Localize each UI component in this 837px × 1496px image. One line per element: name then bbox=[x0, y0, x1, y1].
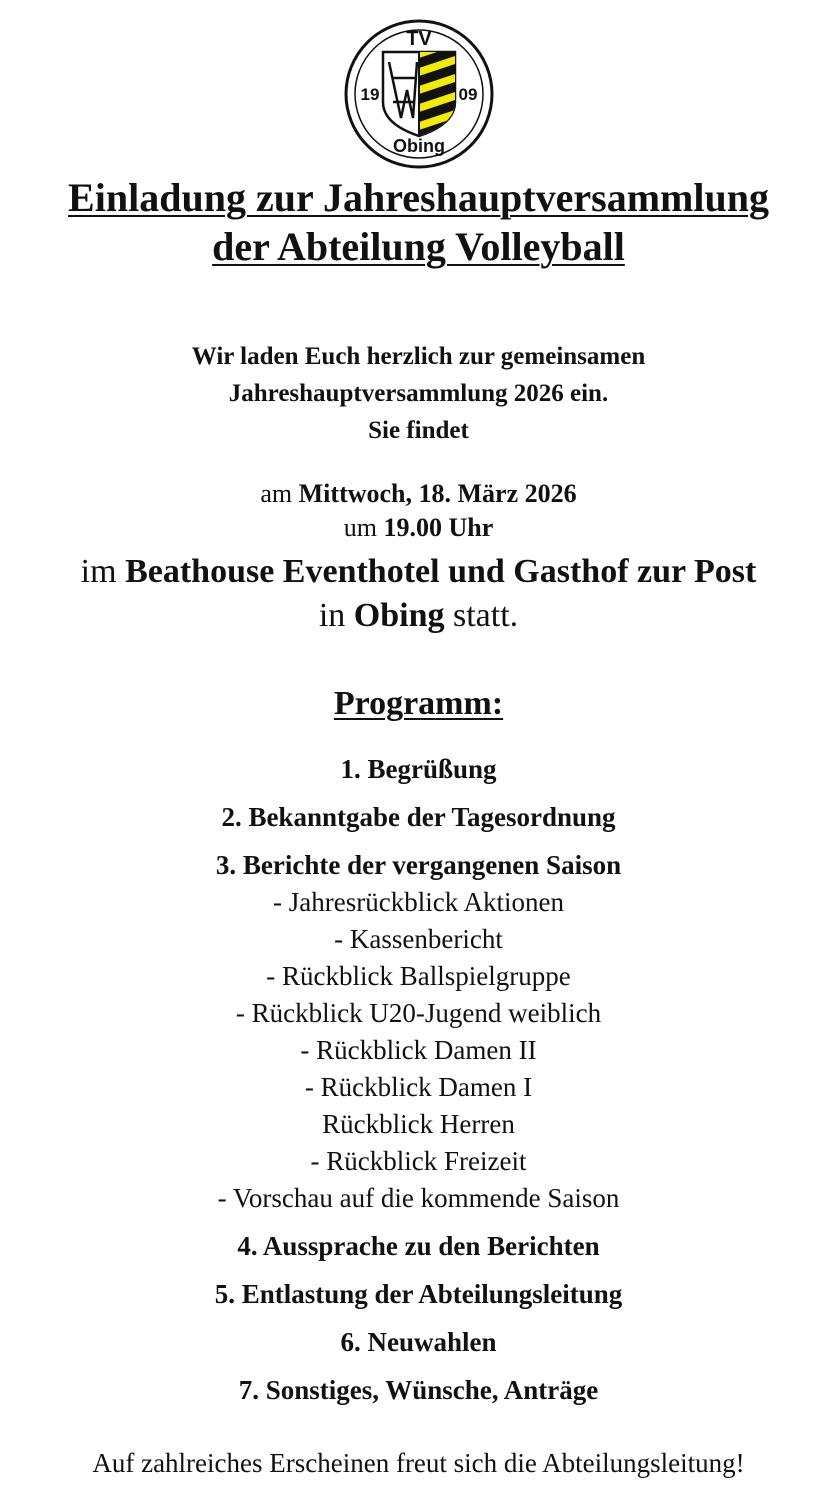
logo-year-right: 09 bbox=[458, 85, 478, 104]
logo-year-left: 19 bbox=[360, 85, 380, 104]
venue-prefix: im bbox=[80, 553, 126, 590]
event-time-line bbox=[0, 511, 837, 545]
logo-bottom-text: Obing bbox=[393, 136, 445, 156]
agenda-item-3: 3. Berichte der vergangenen Saison bbox=[215, 850, 622, 880]
event-time: 19.00 Uhr bbox=[383, 513, 494, 542]
closing-line: Auf zahlreiches Erscheinen freut sich die Abteilungsleitung! bbox=[92, 1448, 745, 1478]
town-prefix: in bbox=[318, 597, 354, 634]
intro-line-1: Wir laden Euch herzlich zur gemeinsamen bbox=[191, 343, 646, 370]
event-town-line bbox=[0, 594, 837, 638]
agenda-item-4: 4. Aussprache zu den Berichten bbox=[237, 1231, 600, 1261]
agenda-subitem: - Rückblick Damen II bbox=[300, 1035, 537, 1065]
agenda-item-1: 1. Begrüßung bbox=[340, 754, 497, 784]
programm-heading: Programm: bbox=[333, 685, 504, 722]
agenda-subitem: - Vorschau auf die kommende Saison bbox=[217, 1183, 620, 1213]
event-date-line bbox=[0, 477, 837, 511]
event-town: Obing bbox=[353, 597, 445, 634]
agenda-subitem: - Rückblick Damen I bbox=[304, 1072, 533, 1102]
agenda-subitem: - Jahresrückblick Aktionen bbox=[273, 887, 564, 917]
page-title-line-1: Einladung zur Jahreshauptversammlung bbox=[68, 175, 769, 220]
event-venue: Beathouse Eventhotel und Gasthof zur Post bbox=[125, 553, 757, 590]
event-venue-line bbox=[0, 550, 837, 594]
page-title-line-2: der Abteilung Volleyball bbox=[212, 224, 625, 269]
event-where bbox=[0, 550, 837, 638]
agenda-subitem: - Kassenbericht bbox=[334, 924, 503, 954]
intro-line-3: Sie findet bbox=[368, 417, 469, 444]
agenda-item-6: 6. Neuwahlen bbox=[340, 1327, 497, 1357]
intro-text bbox=[0, 338, 837, 449]
logo-top-text: TV bbox=[406, 28, 432, 50]
agenda-subitem: - Rückblick Ballspielgruppe bbox=[266, 961, 571, 991]
agenda-list bbox=[0, 750, 837, 1409]
event-date: Mittwoch, 18. März 2026 bbox=[298, 479, 577, 508]
event-when bbox=[0, 477, 837, 545]
agenda-item-2: 2. Bekanntgabe der Tagesordnung bbox=[221, 802, 616, 832]
agenda-subitem: - Rückblick Freizeit bbox=[310, 1146, 527, 1176]
intro-line-2: Jahreshauptversammlung 2026 ein. bbox=[228, 380, 609, 407]
club-logo bbox=[343, 18, 495, 170]
town-suffix: statt. bbox=[444, 597, 519, 634]
agenda-subitem: Rückblick Herren bbox=[322, 1109, 515, 1139]
agenda-item-7: 7. Sonstiges, Wünsche, Anträge bbox=[238, 1375, 599, 1405]
date-prefix: am bbox=[260, 479, 299, 508]
time-prefix: um bbox=[343, 513, 384, 542]
agenda-item-5: 5. Entlastung der Abteilungsleitung bbox=[214, 1279, 623, 1309]
agenda-subitem: - Rückblick U20-Jugend weiblich bbox=[235, 998, 602, 1028]
